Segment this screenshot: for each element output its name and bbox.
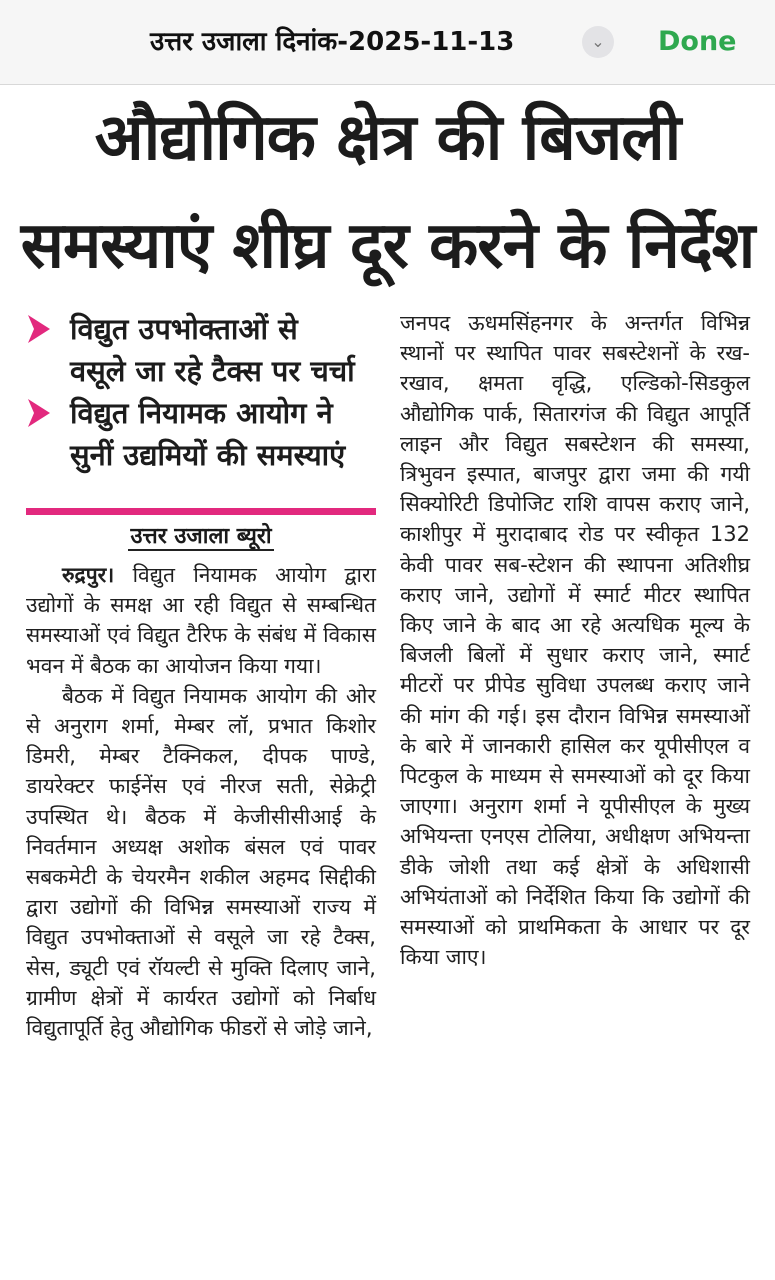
bullet-line: वसूले जा रहे टैक्स पर चर्चा xyxy=(70,354,355,388)
bullet-item xyxy=(26,308,376,392)
paragraph-text: विद्युत नियामक आयोग द्वारा उद्योगों के समक्ष आ रही विद्युत से सम्बन्धित समस्याओं एवं विद्युत टैरिफ के संबंध में विकास भवन में बैठक का आयोजन किया गया। xyxy=(26,563,376,678)
chevron-down-icon[interactable]: ⌄ xyxy=(582,26,614,58)
arrow-bullet-icon xyxy=(26,396,52,430)
byline xyxy=(26,520,376,554)
done-button[interactable]: Done xyxy=(658,26,737,57)
bullet-item xyxy=(26,392,376,476)
dateline: रुद्रपुर। xyxy=(62,563,115,587)
document-title: उत्तर उजाला दिनांक-2025-11-13 xyxy=(150,27,515,57)
paragraph xyxy=(26,560,376,681)
article-column-right xyxy=(400,308,750,972)
article-column-left xyxy=(26,560,376,1043)
paragraph: जनपद ऊधमसिंहनगर के अन्तर्गत विभिन्न स्थानों पर स्थापित पावर सबस्टेशनों के रख-रखाव, क्षमता वृद्धि, एल्डिको-सिडकुल औद्योगिक पार्क, सितारगंज की विद्युत आपूर्ति लाइन और विद्युत सबस्टेशन की समस्या, त्रिभुवन इस्पात, बाजपुर द्वारा जमा की गयी सिक्योरिटी डिपोजिट राशि वापस कराए जाने, काशीपुर में मुरादाबाद रोड पर स्वीकृत 132 केवी पावर सब-स्टेशन की स्थापना अतिशीघ्र कराए जाने, उद्योगों में स्मार्ट मीटर स्थापित किए जाने के बाद आ रहे अत्यधिक मूल्य के बिजली बिलों में सुधार कराए जाने, स्मार्ट मीटरों पर प्रीपेड सुविधा उपलब्ध कराए जाने की मांग की गई। इस दौरान विभिन्न समस्याओं के बारे में जानकारी हासिल कर यूपीसीएल व पिटकुल के माध्यम से समस्याओं को दूर किया जाएगा। अनुराग शर्मा ने यूपीसीएल के मुख्य अभियन्ता एनएस टोलिया, अधीक्षण अभियन्ता डीके जोशी तथा कई क्षेत्रों के अधिशासी अभियंताओं को निर्देशित किया कि उद्योगों की समस्याओं को प्राथमिकता के आधार पर दूर किया जाए। xyxy=(400,311,750,970)
bullet-line: विद्युत उपभोक्ताओं से xyxy=(70,312,298,346)
bullet-line: सुनीं उद्यमियों की समस्याएं xyxy=(70,438,346,472)
bullet-line: विद्युत नियामक आयोग ने xyxy=(70,396,333,430)
paragraph: बैठक में विद्युत नियामक आयोग की ओर से अनुराग शर्मा, मेम्बर लॉ, प्रभात किशोर डिमरी, मेम्बर टैक्निकल, दीपक पाण्डे, डायरेक्टर फाईनेंस एवं नीरज सती, सेक्रेट्री उपस्थित थे। बैठक में केजीसीसीआई के निवर्तमान अध्यक्ष अशोक बंसल एवं पावर सबकमेटी के चेयरमैन शकील अहमद सिद्दीकी द्वारा उद्योगों की विभिन्न समस्याओं राज्य में विद्युत उपभोक्ताओं से वसूले जा रहे टैक्स, सेस, ड्यूटी एवं रॉयल्टी से मुक्ति दिलाए जाने, ग्रामीण क्षेत्रों में कार्यरत उद्योगों को निर्बाध विद्युतापूर्ति हेतु औद्योगिक फीडरों से जोड़े जाने, xyxy=(26,683,376,1041)
divider xyxy=(26,508,376,515)
subheading-bullets xyxy=(26,308,376,476)
headline-line-2: समस्याएं शीघ्र दूर करने के निर्देश xyxy=(20,209,755,283)
arrow-bullet-icon xyxy=(26,312,52,346)
byline-text: उत्तर उजाला ब्यूरो xyxy=(130,524,272,549)
viewer-toolbar xyxy=(0,0,775,85)
headline-line-1: औद्योगिक क्षेत्र की बिजली xyxy=(94,101,681,175)
